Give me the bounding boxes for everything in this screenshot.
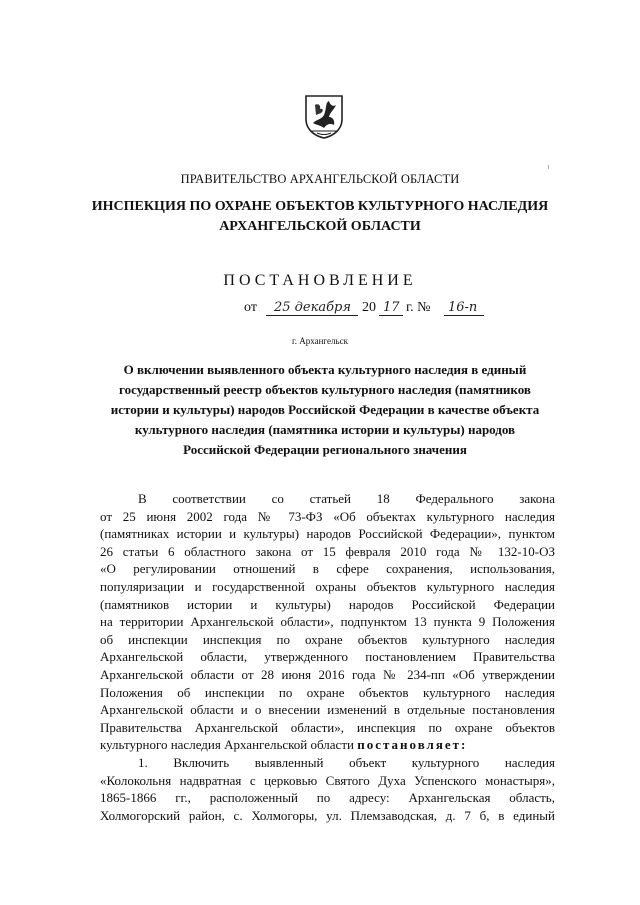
item-line: 1865-1866 гг., расположенный по адресу: Архангельская область, [100,790,555,806]
item-line: 1. Включить выявленный объект культурного наследия [138,754,555,770]
last-line-text: культурного наследия Архангельской области [100,737,354,753]
date-underline [266,315,358,316]
body-line: В соответствии со статьей 18 Федерального закона [138,491,555,506]
city-name: г. Архангельск [292,336,348,346]
number-handwritten: 16-п [448,300,478,315]
margin-mark [548,165,549,169]
body-line: (памятников истории и культуры) народов Российской Федерации [100,596,555,612]
body-line-resolves [100,736,555,754]
item-line: «Колокольня надвратная с церковью Святого Духа Успенского монастыря», [100,772,555,788]
body-line: Архангельской области и о внесении изменений в отдельные постановления [100,702,555,718]
body-line: на территории Архангельской области», подпунктом 13 пункта 9 Положения [100,614,555,630]
body-line: (памятниках истории и культуры) народов Российской Федерации», пунктом [100,526,555,542]
decree-title: О включении выявленного объекта культурного наследия в единый государственный реестр объектов культурного наследия (памятников истории и культуры) народов Российской Федерации в качестве объекта культурного наследия (памятника истории и культуры) народов Российской Федерации регионального значения [110,362,540,457]
body-line: об инспекции инспекция по охране объектов культурного наследия [100,631,555,647]
decree-date-line [244,298,494,322]
number-prefix: г. № [406,300,431,315]
year-underline [379,315,403,316]
date-handwritten: 25 декабря [274,300,351,315]
year-prefix: 20 [362,300,376,315]
inspection-name-line2: АРХАНГЕЛЬСКОЙ ОБЛАСТИ [219,219,421,234]
resolves-word: постановляет: [357,737,468,753]
body-line: Архангельской области, утвержденного постановлением Правительства [100,649,555,665]
body-line: популяризации и государственной охраны объектов культурного наследия [100,578,555,594]
inspection-name-line1: ИНСПЕКЦИЯ ПО ОХРАНЕ ОБЪЕКТОВ КУЛЬТУРНОГО НАСЛЕДИЯ [91,199,549,214]
body-line: Архангельской области от 28 июня 2016 года № 234-пп «Об утверждении [100,666,555,682]
item-line: Холмогорский район, с. Холмогоры, ул. Племзаводская, д. 7 б, в единый [100,807,555,823]
body-line: 26 статьи 6 областного закона от 15 февраля 2010 года № 132-10-ОЗ [100,543,555,559]
year-handwritten: 17 [383,300,400,315]
body-line: Правительства Архангельской области», инспекция по охране объектов [100,719,555,735]
decree-label: ПОСТАНОВЛЕНИЕ [223,272,417,289]
body-line: «О регулировании отношений в сфере сохранения, использования, [100,561,555,577]
coat-of-arms-icon [303,93,345,139]
decree-body [100,490,555,824]
body-line: Положения об инспекции по охране объектов культурного наследия [100,684,555,700]
number-underline [444,315,484,316]
government-name: ПРАВИТЕЛЬСТВО АРХАНГЕЛЬСКОЙ ОБЛАСТИ [180,172,460,186]
date-prefix: от [244,300,257,315]
body-line: от 25 июня 2002 года № 73-ФЗ «Об объектах культурного наследия [100,508,555,524]
